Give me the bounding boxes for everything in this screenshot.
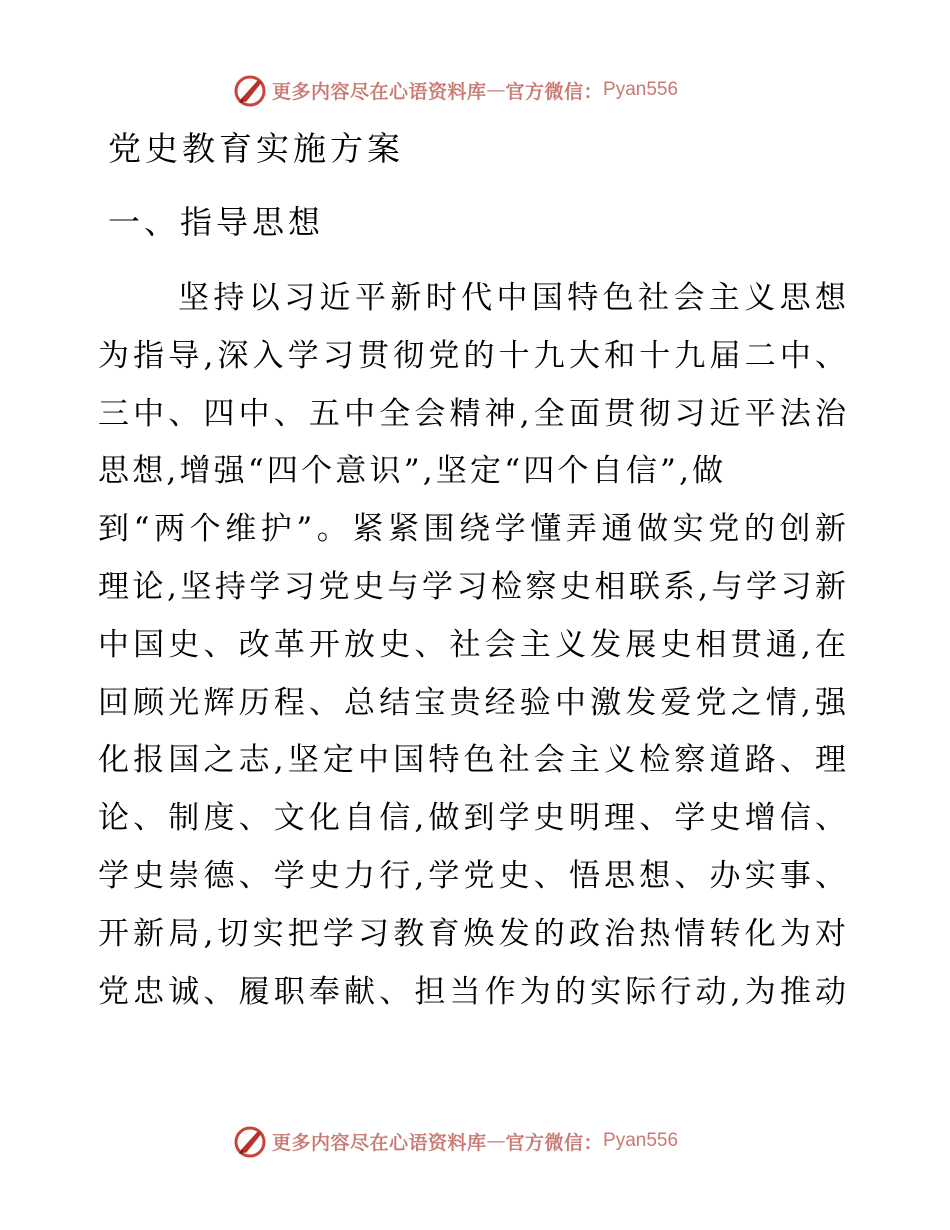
footer-watermark [232,1121,678,1161]
watermark-wechat-label: 官方微信： [505,80,604,103]
paragraph-line: 回顾光辉历程、总结宝贵经验中激发爱党之情,强 [98,684,846,721]
paragraph-line: 三中、四中、五中全会精神,全面贯彻习近平法治 [98,395,846,432]
paragraph-line: 为指导,深入学习贯彻党的十九大和十九届二中、 [98,337,846,374]
paragraph-line: 到“两个维护”。紧紧围绕学懂弄通做实党的创新 [98,511,846,548]
paragraph-line: 论、制度、文化自信,做到学史明理、学史增信、 [98,800,846,837]
watermark-wechat-handle: Pyan556 [603,79,679,100]
document-title: 党史教育实施方案 [108,129,404,168]
paragraph-line: 思想,增强“四个意识”,坚定“四个自信”,做 [98,453,727,490]
watermark-text: 更多内容尽在心语资料库 [272,1131,487,1154]
paragraph-line: 开新局,切实把学习教育焕发的政治热情转化为对 [98,915,846,952]
watermark-separator: — [486,79,506,101]
paragraph-line: 学史崇德、学史力行,学党史、悟思想、办实事、 [98,857,846,894]
watermark-wechat-handle: Pyan556 [603,1130,679,1151]
watermark-separator: — [486,1130,506,1152]
paragraph-line: 化报国之志,坚定中国特色社会主义检察道路、理 [98,742,846,779]
watermark-text: 更多内容尽在心语资料库 [272,80,487,103]
paragraph-line: 党忠诚、履职奉献、担当作为的实际行动,为推动 [98,973,846,1010]
pen-circle-logo-icon [232,72,268,108]
watermark-wechat-label: 官方微信： [505,1131,604,1154]
paragraph-line: 中国史、改革开放史、社会主义发展史相贯通,在 [98,626,846,663]
pen-circle-logo-icon [232,1123,268,1159]
paragraph-line: 坚持以习近平新时代中国特色社会主义思想 [178,280,846,316]
header-watermark [232,70,678,110]
section-heading: 一、指导思想 [108,203,325,241]
body-paragraph [98,270,858,1021]
paragraph-line: 理论,坚持学习党史与学习检察史相联系,与学习新 [98,568,846,605]
